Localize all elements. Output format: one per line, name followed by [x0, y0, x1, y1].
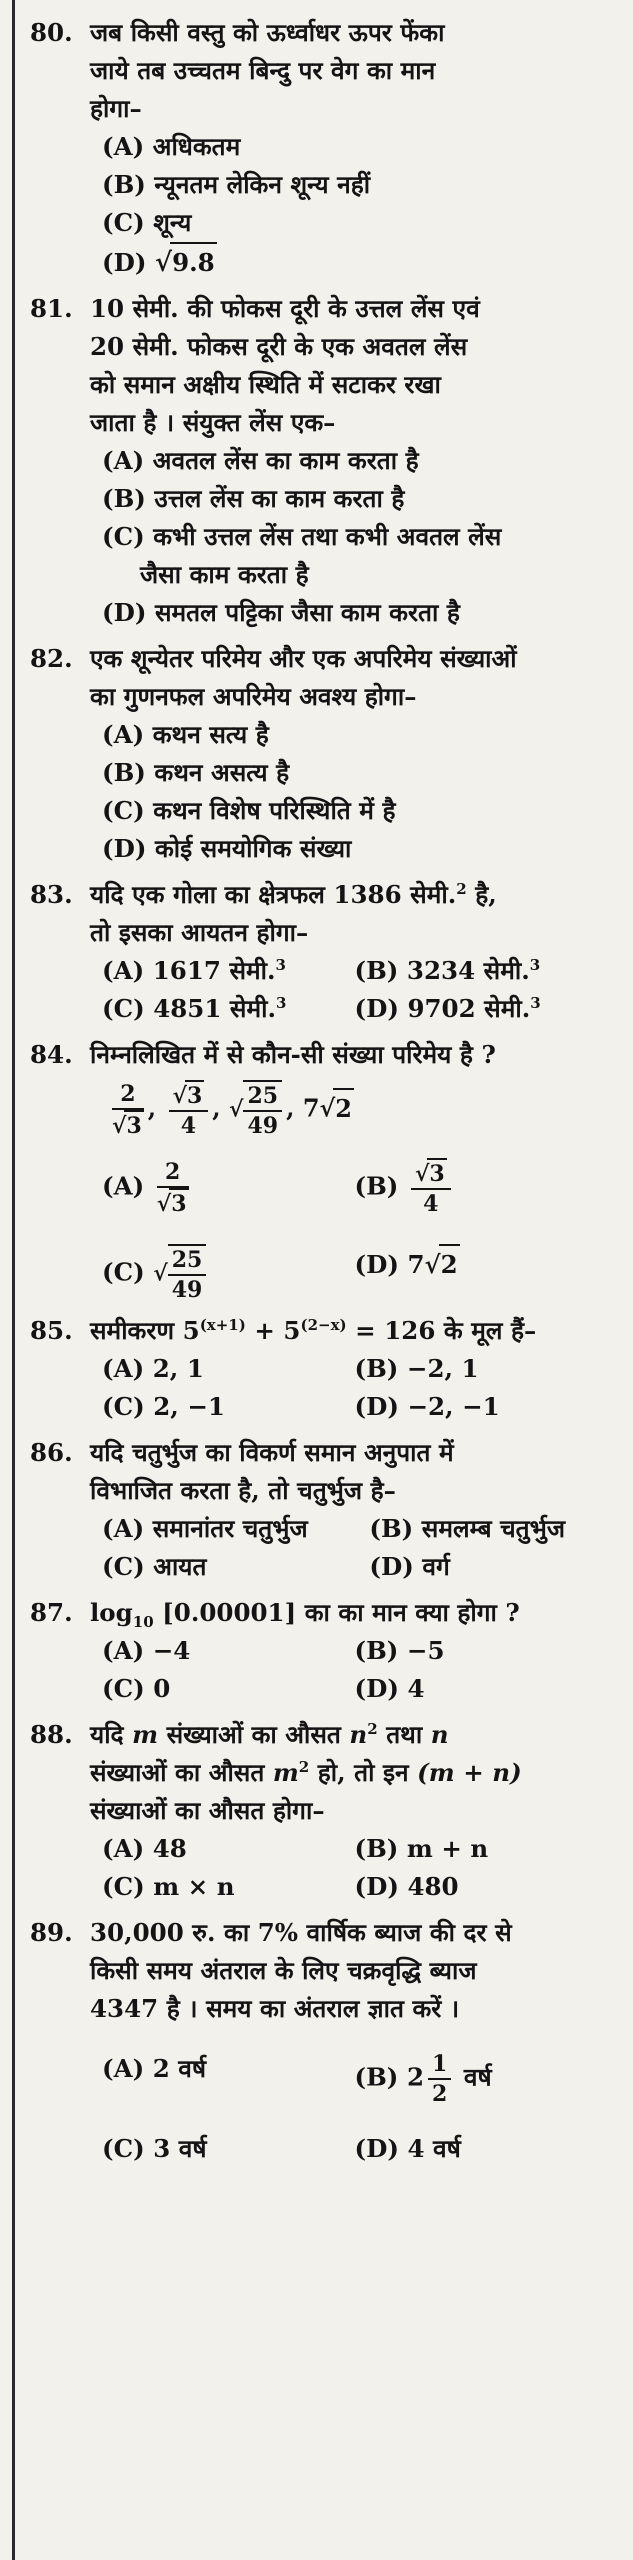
denominator: 49: [171, 1277, 203, 1303]
question-85: [18, 1312, 607, 1426]
question-number: 86.: [30, 1438, 73, 1467]
text-part: तथा: [377, 1720, 431, 1749]
option-row: [102, 952, 607, 990]
question-text-line: [90, 1594, 607, 1632]
option-b: (B) कथन असत्य है: [102, 758, 290, 787]
option-c-continued: जैसा काम करता है: [140, 560, 309, 589]
question-text-line: [90, 1716, 607, 1754]
option-row: [102, 1548, 607, 1586]
option-a: (A) समानांतर चतुर्भुज: [102, 1514, 308, 1543]
option-row: [102, 1830, 607, 1868]
option-row: [102, 1670, 607, 1708]
numerator: √3: [169, 1080, 209, 1112]
subscript: 10: [132, 1612, 154, 1631]
numerator: 25: [243, 1082, 282, 1112]
text-part: + 5: [245, 1316, 301, 1345]
question-number: 84.: [30, 1040, 73, 1069]
question-text-line: [90, 876, 607, 914]
question-text-line: 20 सेमी. फोकस दूरी के एक अवतल लेंस: [90, 332, 468, 361]
option-row: [102, 1510, 607, 1548]
option-row: [102, 1350, 607, 1388]
option-a: (A) 2 वर्ष: [102, 2054, 207, 2083]
question-number: 83.: [30, 880, 73, 909]
option-row: [102, 2050, 607, 2108]
question-text-line: [90, 1312, 607, 1350]
radicand: 3: [124, 1110, 143, 1140]
option-d: (D) समतल पट्टिका जैसा काम करता है: [102, 598, 460, 627]
variable: m: [132, 1720, 159, 1749]
option-c: (C) 0: [102, 1674, 171, 1703]
option-d: (D) −2, −1: [354, 1392, 500, 1421]
option-label: (C): [102, 1257, 145, 1287]
question-text-line: 30,000 रु. का 7% वार्षिक ब्याज की दर से: [90, 1918, 512, 1947]
option-b: (B) −2, 1: [354, 1354, 479, 1383]
option-c: (C) आयत: [102, 1552, 207, 1581]
option-text: (C) 4851 सेमी.: [102, 994, 277, 1023]
superscript: 3: [276, 993, 287, 1012]
text-part: समीकरण 5: [90, 1316, 200, 1345]
question-text-line: [90, 1754, 607, 1792]
option-b: (B) −5: [354, 1636, 445, 1665]
option-a: (A) अधिकतम: [102, 132, 241, 161]
option-a: [102, 1158, 355, 1218]
option-a: (A) 48: [102, 1834, 187, 1863]
question-84: [18, 1036, 607, 1304]
option-label: (A): [102, 1171, 145, 1201]
numerator: 25: [168, 1246, 207, 1276]
option-b: (B) m + n: [354, 1834, 489, 1863]
question-text-line: 4347 है । समय का अंतराल ज्ञात करें ।: [90, 1994, 460, 2023]
variable: n: [349, 1720, 368, 1749]
superscript: 2: [456, 879, 467, 898]
numerator: 2: [112, 1080, 144, 1110]
superscript: (2−x): [300, 1315, 347, 1334]
radicand: 3: [169, 1188, 188, 1218]
option-label: (B): [354, 2062, 399, 2092]
option-a: (A) कथन सत्य है: [102, 720, 269, 749]
sqrt-icon: √: [153, 1260, 168, 1287]
option-d: (D) वर्ग: [369, 1552, 450, 1581]
option-row: [102, 2130, 607, 2168]
question-86: [18, 1434, 607, 1586]
text-part: है,: [466, 880, 497, 909]
sqrt-icon: √: [154, 248, 173, 278]
text-part: संख्याओं का औसत: [158, 1720, 350, 1749]
option-b: (B) न्यूनतम लेकिन शून्य नहीं: [102, 170, 371, 199]
fraction: [411, 1158, 451, 1218]
superscript: 3: [529, 955, 541, 974]
option-row: [102, 1244, 607, 1304]
option-b: (B) समलम्ब चतुर्भुज: [369, 1514, 566, 1543]
question-89: [18, 1914, 607, 2168]
option-b: [355, 1158, 608, 1218]
question-text-line: जब किसी वस्तु को ऊर्ध्वाधर ऊपर फेंका: [90, 18, 445, 47]
number-list: $\frac{2}{√3}$ , $\frac{√3}{4}$ , √ $\frac{25}{49}$ , 7√2: [112, 1081, 352, 1139]
text-part: यदि एक गोला का क्षेत्रफल 1386 सेमी.: [90, 880, 457, 909]
radicand: 3: [427, 1158, 446, 1188]
option-d: (D) कोई समयोगिक संख्या: [102, 834, 352, 863]
radicand: 2: [439, 1244, 460, 1284]
text-part: = 126 के मूल हैं–: [346, 1316, 537, 1345]
question-text-line: जाता है । संयुक्त लेंस एक–: [90, 408, 336, 437]
question-text-line: 10 सेमी. की फोकस दूरी के उत्तल लेंस एवं: [90, 294, 480, 323]
option-row: [102, 1632, 607, 1670]
variable: n: [430, 1720, 449, 1749]
option-row: [102, 1868, 607, 1906]
whole-number: 2: [406, 2062, 424, 2092]
option-a: (A) अवतल लेंस का काम करता है: [102, 446, 419, 475]
option-row: [102, 1158, 607, 1218]
numerator: √3: [411, 1158, 451, 1190]
option-d: [102, 242, 607, 282]
denominator: √3: [157, 1188, 189, 1218]
option-d: (D) 7√2: [355, 1244, 608, 1304]
question-number: 81.: [30, 294, 73, 323]
superscript: 3: [275, 955, 286, 974]
option-c: (C) 2, −1: [102, 1392, 225, 1421]
question-87: [18, 1594, 607, 1708]
option-d: (D) 4 वर्ष: [354, 2134, 461, 2163]
denominator: √3: [112, 1110, 144, 1140]
question-80: [18, 14, 607, 282]
superscript: 2: [367, 1719, 378, 1738]
question-number: 85.: [30, 1316, 73, 1345]
text-part: संख्याओं का औसत: [90, 1758, 273, 1787]
question-text-line: जाये तब उच्चतम बिन्दु पर वेग का मान: [90, 56, 436, 85]
denominator: 4: [180, 1113, 197, 1139]
question-number: 89.: [30, 1918, 73, 1947]
option-a: [102, 952, 355, 990]
question-text-line: एक शून्येतर परिमेय और एक अपरिमेय संख्याओं: [90, 644, 517, 673]
option-b: [355, 952, 608, 990]
text-part: हो, तो इन: [309, 1758, 418, 1787]
coefficient: 7: [302, 1093, 320, 1123]
option-label: (D): [354, 1250, 399, 1279]
numerator: 2: [157, 1158, 189, 1188]
option-d: [355, 990, 608, 1028]
option-d: (D) 4: [354, 1674, 425, 1703]
option-b: [355, 2050, 608, 2108]
text-part: log: [90, 1598, 133, 1627]
fraction: [169, 1080, 209, 1140]
question-text-line: निम्नलिखित में से कौन-सी संख्या परिमेय है ?: [90, 1040, 496, 1069]
denominator: 49: [247, 1113, 279, 1139]
question-text-line: यदि चतुर्भुज का विकर्ण समान अनुपात में: [90, 1438, 454, 1467]
question-text-line: तो इसका आयतन होगा–: [90, 918, 309, 947]
option-text: (D) 9702 सेमी.: [354, 994, 531, 1023]
fraction: [428, 2050, 451, 2108]
option-c: (C) शून्य: [102, 208, 192, 237]
question-88: [18, 1716, 607, 1906]
question-number: 88.: [30, 1720, 73, 1749]
question-83: [18, 876, 607, 1028]
superscript: (x+1): [199, 1315, 246, 1334]
option-row: [102, 1388, 607, 1426]
superscript: 3: [530, 993, 541, 1012]
question-text-line: संख्याओं का औसत होगा–: [90, 1796, 325, 1825]
option-text: (A) 1617 सेमी.: [102, 956, 276, 985]
denominator: 2: [432, 2081, 448, 2107]
question-text-line: होगा–: [90, 94, 142, 123]
option-c: (C) कथन विशेष परिस्थिति में है: [102, 796, 396, 825]
option-a: (A) −4: [102, 1636, 191, 1665]
question-81: [18, 290, 607, 632]
option-c: [102, 1244, 355, 1304]
option-b: (B) उत्तल लेंस का काम करता है: [102, 484, 405, 513]
option-label: (B): [354, 1171, 399, 1201]
radicand: 2: [333, 1088, 354, 1128]
option-c: (C) 3 वर्ष: [102, 2134, 207, 2163]
sqrt-icon: √: [229, 1096, 244, 1123]
option-d: (D) 480: [354, 1872, 459, 1901]
option-text: (B) 3234 सेमी.: [354, 956, 530, 985]
option-a: (A) 2, 1: [102, 1354, 204, 1383]
radicand: 3: [185, 1080, 204, 1110]
question-text-line: विभाजित करता है, तो चतुर्भुज है–: [90, 1476, 396, 1505]
question-text-line: को समान अक्षीय स्थिति में सटाकर रखा: [90, 370, 441, 399]
option-c: (C) कभी उत्तल लेंस तथा कभी अवतल लेंस: [102, 522, 502, 551]
option-row: [102, 990, 607, 1028]
denominator: 4: [423, 1191, 439, 1217]
option-c: [102, 990, 355, 1028]
question-number: 87.: [30, 1598, 73, 1627]
question-number: 82.: [30, 644, 73, 673]
text-part: [0.00001] का का मान क्या होगा ?: [153, 1598, 520, 1627]
fraction: [157, 1158, 189, 1218]
left-margin-rule: [12, 0, 15, 2560]
variable: m: [272, 1758, 299, 1787]
fraction: [168, 1244, 207, 1304]
radicand: 9.8: [170, 242, 217, 282]
option-label: (D): [102, 248, 147, 277]
text-part: यदि: [90, 1720, 133, 1749]
fraction: [243, 1080, 282, 1140]
variable: (m + n): [417, 1758, 522, 1787]
fraction: [112, 1080, 144, 1140]
numerator: 1: [428, 2050, 451, 2080]
superscript: 2: [298, 1757, 310, 1776]
question-number: 80.: [30, 18, 73, 47]
question-text-line: किसी समय अंतराल के लिए चक्रवृद्धि ब्याज: [90, 1956, 477, 1985]
option-c: (C) m × n: [102, 1872, 235, 1901]
question-text-line: का गुणनफल अपरिमेय अवश्य होगा–: [90, 682, 417, 711]
unit-label: वर्ष: [463, 2062, 492, 2092]
question-82: [18, 640, 607, 868]
coefficient: 7: [407, 1250, 425, 1279]
